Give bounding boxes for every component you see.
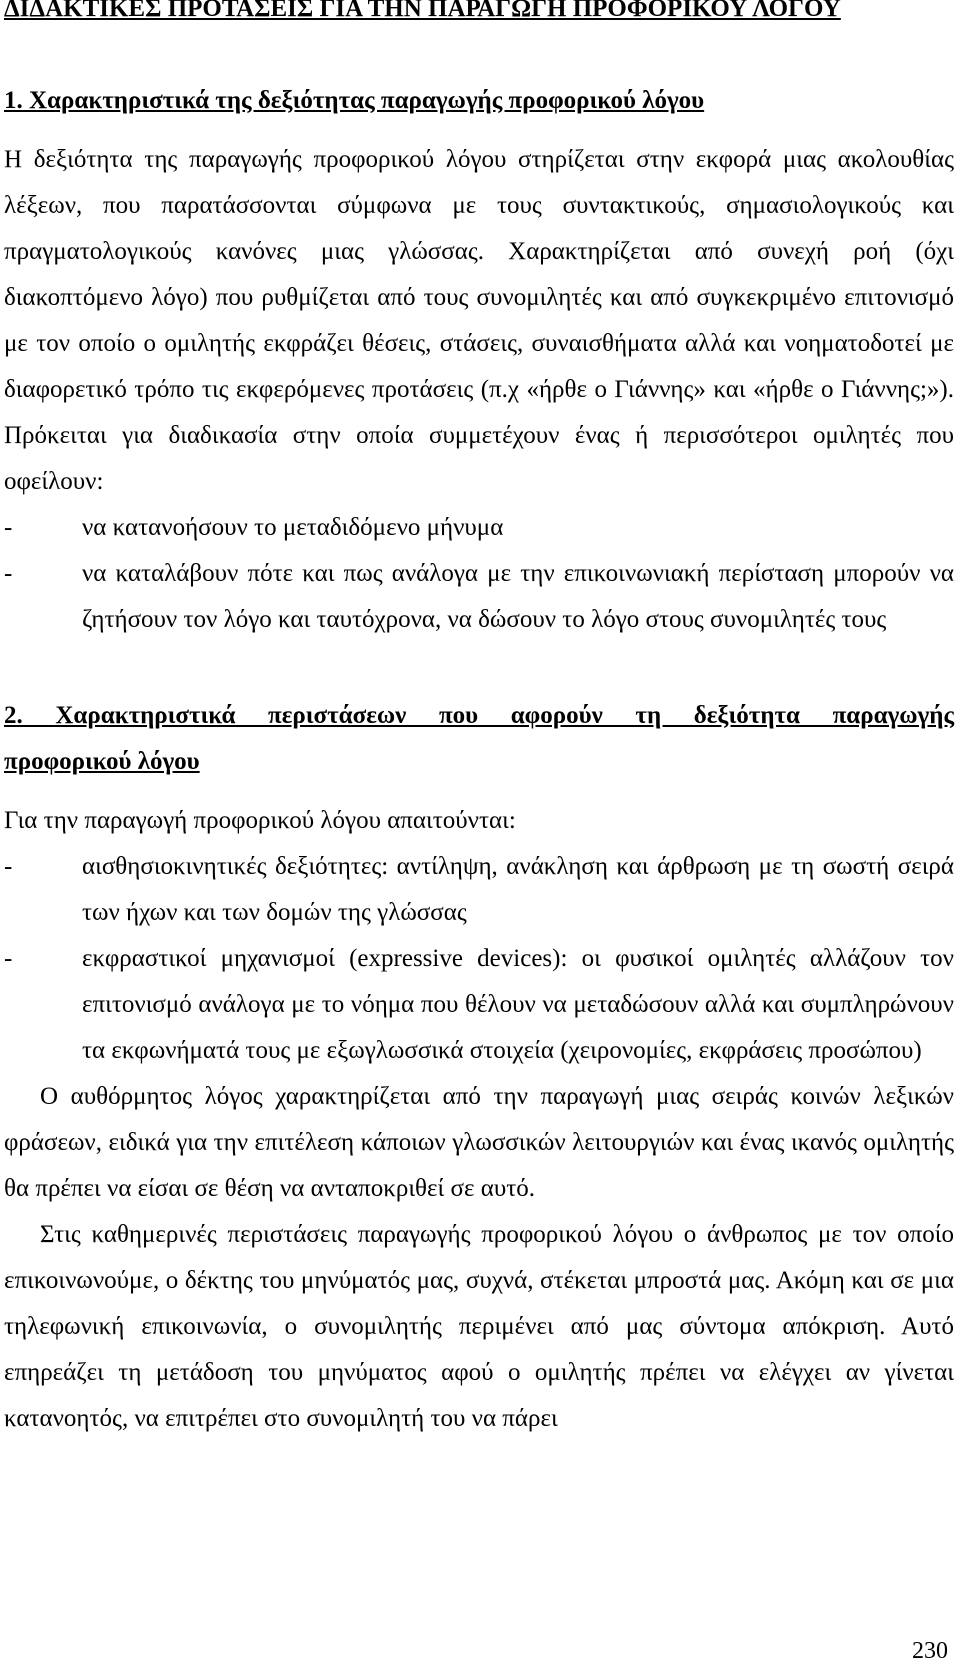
list-item	[4, 936, 954, 1074]
list-item-text: αισθησιοκινητικές δεξιότητες: αντίληψη, ανάκληση και άρθρωση με τη σωστή σειρά των ήχων και των δομών της γλώσσας	[82, 853, 954, 926]
section-2-paragraph-2: Ο αυθόρμητος λόγος χαρακτηρίζεται από την παραγωγή μιας σειράς κοινών λεξικών φράσεων, ειδικά για την επιτέλεση κάποιων γλωσσικών λειτουργιών και ένας ικανός ομιλητής θα πρέπει να είσαι σε θέση να ανταποκριθεί σε αυτό.	[4, 1083, 954, 1202]
section-1-body	[4, 137, 954, 643]
section-2-heading-line-1: 2. Χαρακτηριστικά περιστάσεων που αφορούν τη δεξιότητα παραγωγής	[4, 702, 954, 729]
section-2-heading-line-2: προφορικού λόγου	[4, 748, 200, 775]
list-dash: -	[4, 945, 13, 972]
list-item-text: να καταλάβουν πότε και πως ανάλογα με την επικοινωνιακή περίσταση μπορούν να ζητήσουν τον λόγο και ταυτόχρονα, να δώσουν το λόγο στους συνομιλητές τους	[82, 560, 954, 633]
page-number: 230	[912, 1638, 948, 1664]
list-item	[4, 505, 954, 551]
section-1-paragraph: Η δεξιότητα της παραγωγής προφορικού λόγου στηρίζεται στην εκφορά μιας ακολουθίας λέξεων, που παρατάσσονται σύμφωνα με τους συντακτικούς, σημασιολογικούς και πραγματολογικούς κανόνες μιας γλώσσας. Χαρακτηρίζεται από συνεχή ροή (όχι διακοπτόμενο λόγο) που ρυθμίζεται από τους συνομιλητές και από συγκεκριμένο επιτονισμό με τον οποίο ο ομιλητής εκφράζει θέσεις, στάσεις, συναισθήματα αλλά και νοηματοδοτεί με διαφορετικό τρόπο τις εκφερόμενες προτάσεις (π.χ «ήρθε ο Γιάννης» και «ήρθε ο Γιάννης;»). Πρόκειται για διαδικασία στην οποία συμμετέχουν ένας ή περισσότεροι ομιλητές που οφείλουν:	[4, 146, 954, 495]
list-dash: -	[4, 853, 13, 880]
section-2-body	[4, 798, 954, 1442]
section-2-list	[4, 844, 954, 1074]
list-dash: -	[4, 560, 13, 587]
list-item	[4, 551, 954, 643]
section-1-heading: 1. Χαρακτηριστικά της δεξιότητας παραγωγής προφορικού λόγου	[4, 87, 705, 114]
section-1-list	[4, 505, 954, 643]
section-2-intro: Για την παραγωγή προφορικού λόγου απαιτούνται:	[4, 807, 516, 834]
list-dash: -	[4, 514, 13, 541]
list-item-text: εκφραστικοί μηχανισμοί (expressive devices): οι φυσικοί ομιλητές αλλάζουν τον επιτονισμό ανάλογα με το νόημα που θέλουν να μεταδώσουν αλλά και συμπληρώνουν τα εκφωνήματά τους με εξωγλωσσικά στοιχεία (χειρονομίες, εκφράσεις προσώπου)	[82, 945, 954, 1064]
section-2-paragraph-3: Στις καθημερινές περιστάσεις παραγωγής προφορικού λόγου ο άνθρωπος με τον οποίο επικοινωνούμε, ο δέκτης του μηνύματός μας, συχνά, στέκεται μπροστά μας. Ακόμη και σε μια τηλεφωνική επικοινωνία, ο συνομιλητής περιμένει από μας σύντομα απόκριση. Αυτό επηρεάζει τη μετάδοση του μηνύματος αφού ο ομιλητής πρέπει να ελέγχει αν γίνεται κατανοητός, να επιτρέπει στο συνομιλητή του να πάρει	[4, 1221, 954, 1432]
document-title: ΔΙΔΑΚΤΙΚΕΣ ΠΡΟΤΑΣΕΙΣ ΓΙΑ ΤΗΝ ΠΑΡΑΓΩΓΗ ΠΡΟΦΟΡΙΚΟΥ ΛΟΓΟΥ	[4, 0, 841, 22]
list-item-text: να κατανοήσουν το μεταδιδόμενο μήνυμα	[82, 514, 504, 541]
list-item	[4, 844, 954, 936]
